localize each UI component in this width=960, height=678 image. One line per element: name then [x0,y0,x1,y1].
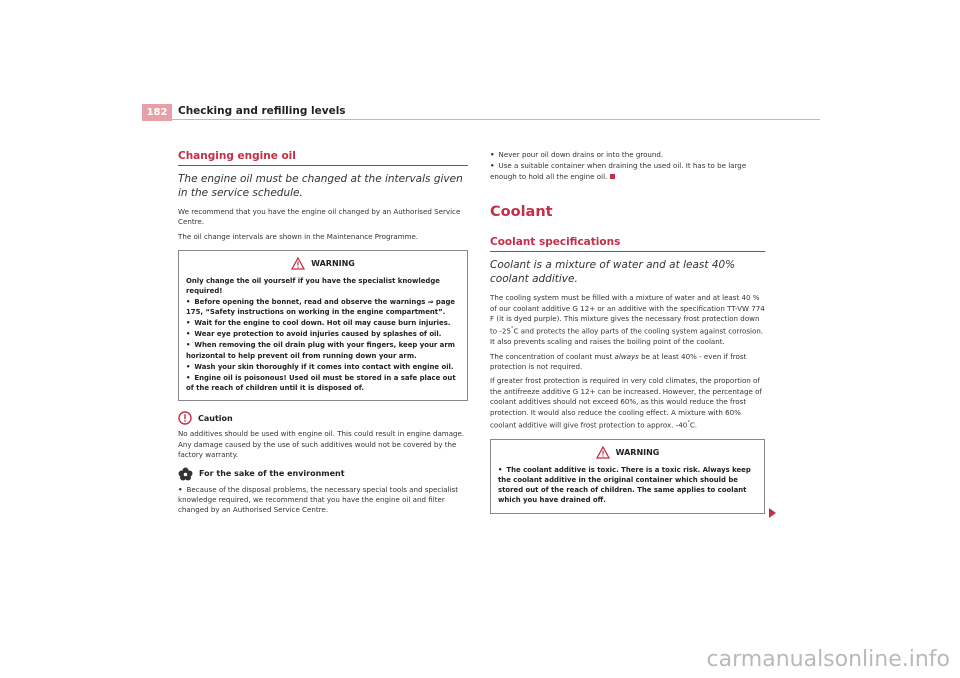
environment-flower-icon [178,467,193,481]
paragraph: The oil change intervals are shown in the Maintenance Programme. [178,231,419,241]
paragraph: If greater frost protection is required in very cold climates, the proportion of the antifreeze additive G 12+ can be increased. However, the percentage of coolant additives should not exceed 60%, as this would reduce the frost protection. It would also reduce the cooling effect. A mixture with 60% coolant additive will give frost protection to approx. -40°C. [490,376,762,430]
warning-header [186,257,460,270]
warning-bullet: • Engine oil is poisonous! Used oil must be stored in a safe place out of the reach of children until it is disposed of. [186,374,456,393]
warning-label: WARNING [311,259,355,269]
chapter-title-coolant: Coolant [490,204,553,221]
left-column [178,150,468,517]
caution-text: No additives should be used with engine oil. This could result in engine damage. Any damage caused by the use of such additives would not be covered by the factory warranty. [178,429,465,460]
warning-label: WARNING [615,447,660,457]
continue-arrow-icon [769,508,776,518]
environment-bullet: • Never pour oil down drains or into the ground. [490,150,664,159]
running-title: Checking and refilling levels [178,105,346,117]
section-title-engine-oil: Changing engine oil [178,150,468,166]
warning-bullet: • Wear eye protection to avoid injuries caused by splashes of oil. [186,330,442,339]
warning-bullet: • The coolant additive is toxic. There is a toxic risk. Always keep the coolant additive in the original container which should be stored out of the reach of children. The same applies to coolant which you have drained off. [498,465,751,505]
environment-header [178,467,468,481]
warning-triangle-icon [291,257,305,270]
paragraph: We recommend that you have the engine oil changed by an Authorised Service Centre. [178,207,461,227]
section-end-mark [610,174,615,179]
caution-label: Caution [198,413,233,423]
paragraph: The concentration of coolant must always be at least 40% - even if frost protection is not required. [490,351,747,372]
warning-box-engine-oil [178,250,468,401]
environment-bullet: • Use a suitable container when draining the used oil. It has to be large enough to hold all the engine oil. [490,161,747,181]
warning-box-coolant [490,439,765,514]
header-rule [172,119,820,120]
right-column [490,150,765,524]
paragraph: The cooling system must be filled with a mixture of water and at least 40 % of our coolant additive G 12+ or an additive with the specification TT-VW 774 F (it is dyed purple). This mixture gives the necessary frost protection down to -25°C and protects the alloy parts of the cooling system against corrosion. It also prevents scaling and raises the boiling point of the coolant. [490,293,765,347]
warning-intro: Only change the oil yourself if you have the specialist knowledge required! [186,277,440,296]
page-number: 182 [142,104,172,121]
environment-label: For the sake of the environment [199,469,345,479]
warning-bullet: • When removing the oil drain plug with your fingers, keep your arm horizontal to help prevent oil from running down your arm. [186,341,455,360]
warning-bullet: • Wash your skin thoroughly if it comes into contact with engine oil. [186,362,454,371]
lead-engine-oil: The engine oil must be changed at the intervals given in the service schedule. [178,173,463,199]
caution-header [178,411,468,425]
environment-bullet: • Because of the disposal problems, the necessary special tools and specialist knowledge required, we recommend that you have the engine oil and filter changed by an Authorised Service Centre. [178,484,458,515]
watermark: carmanualsonline.info [706,647,950,672]
warning-bullet: • Before opening the bonnet, read and observe the warnings ⇒ page 175, “Safety instructions on working in the engine compartment”. [186,297,456,316]
caution-icon [178,411,192,425]
section-title-coolant-specifications: Coolant specifications [490,236,765,252]
warning-bullet: • Wait for the engine to cool down. Hot oil may cause burn injuries. [186,319,451,328]
lead-coolant: Coolant is a mixture of water and at least 40% coolant additive. [490,259,736,286]
warning-header [498,446,757,459]
warning-triangle-icon [596,446,610,459]
